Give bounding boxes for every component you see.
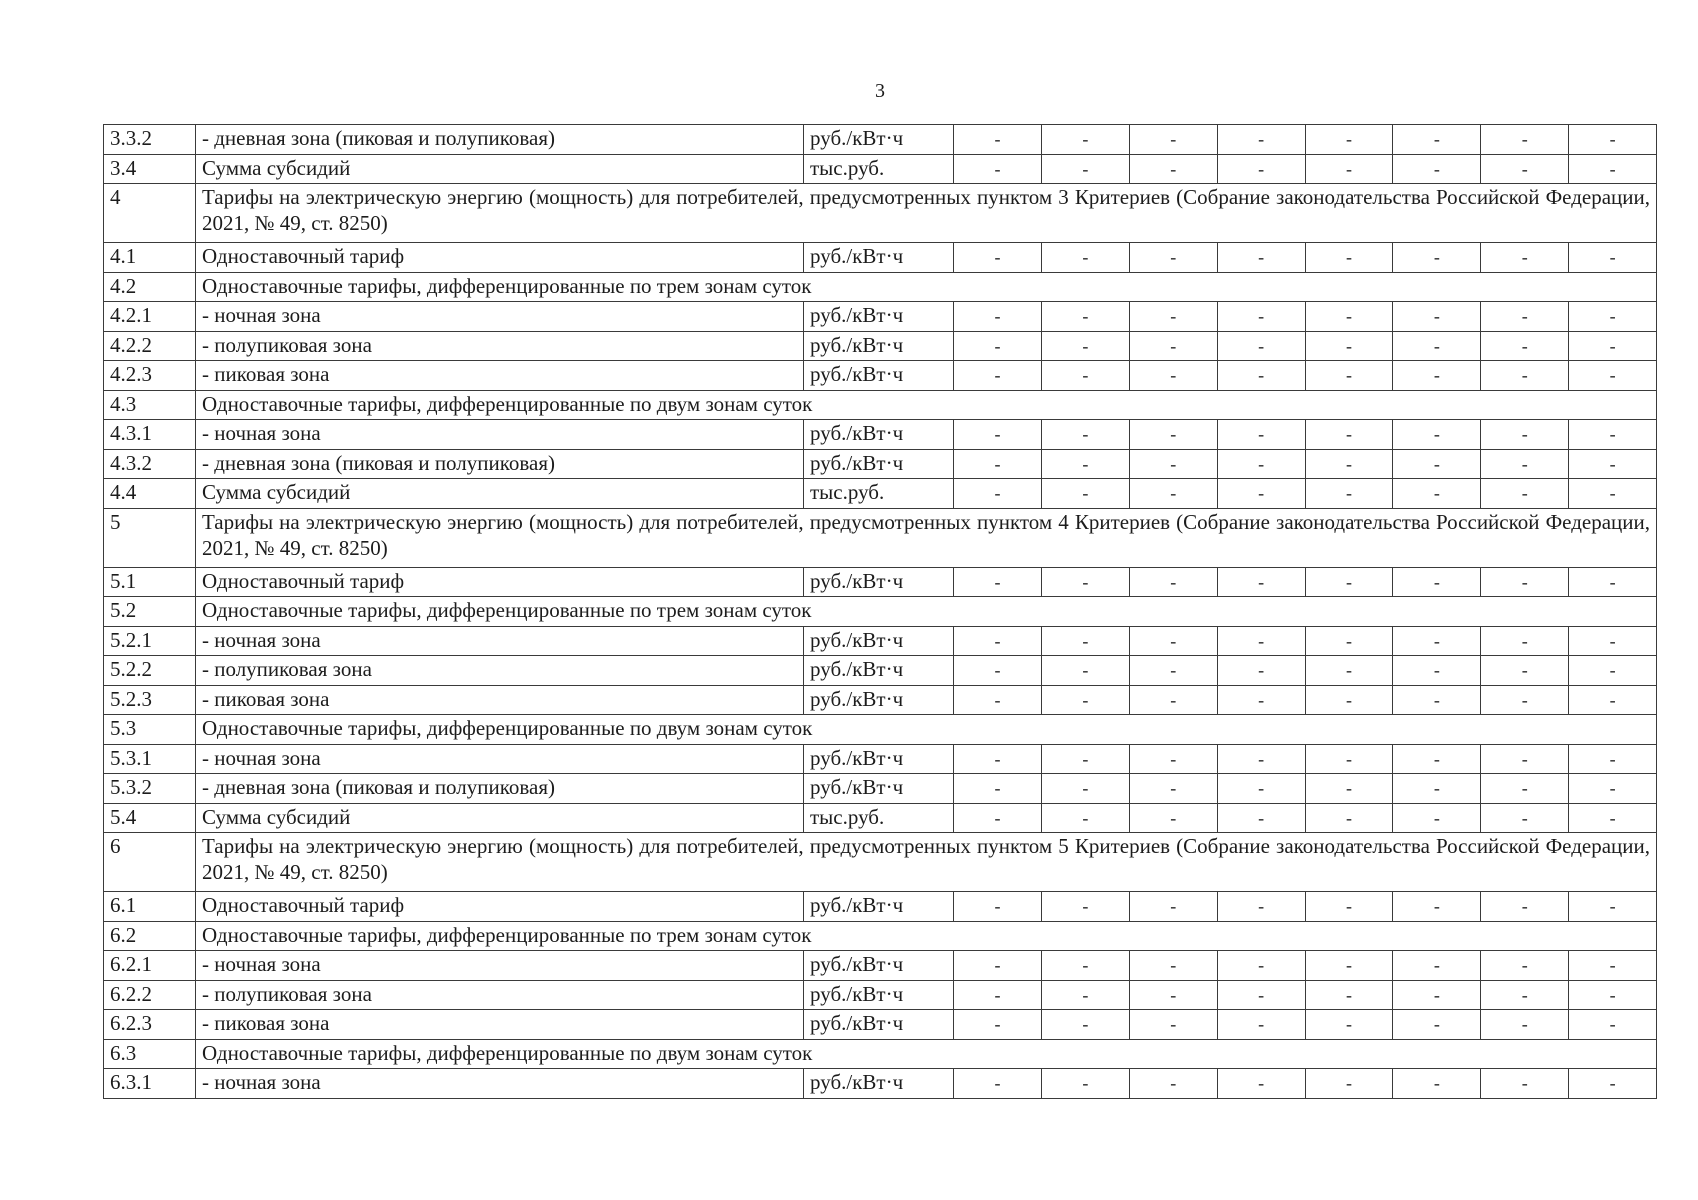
- table-row: [104, 1069, 1657, 1099]
- value-cell: -: [954, 331, 1042, 361]
- row-unit: руб./кВт·ч: [804, 125, 954, 155]
- value-cell: -: [1041, 951, 1129, 981]
- row-name: - полупиковая зона: [196, 331, 804, 361]
- group-title: Одноставочные тарифы, дифференцированные по трем зонам суток: [196, 272, 1657, 302]
- value-cell: -: [1305, 803, 1393, 833]
- value-cell: -: [954, 479, 1042, 509]
- value-cell: -: [1393, 656, 1481, 686]
- value-cell: -: [954, 1069, 1042, 1099]
- value-cell: -: [1569, 980, 1657, 1010]
- value-cell: -: [1481, 567, 1569, 597]
- row-unit: руб./кВт·ч: [804, 243, 954, 273]
- value-cell: -: [1129, 479, 1217, 509]
- section-title: Тарифы на электрическую энергию (мощность) для потребителей, предусмотренных пунктом 3 Критериев (Собрание законодательства Российской Федерации, 2021, № 49, ст. 8250): [196, 184, 1657, 243]
- value-cell: -: [1569, 420, 1657, 450]
- value-cell: -: [1393, 1069, 1481, 1099]
- row-name: - полупиковая зона: [196, 980, 804, 1010]
- value-cell: -: [1217, 567, 1305, 597]
- table-row: [104, 744, 1657, 774]
- value-cell: -: [1305, 685, 1393, 715]
- value-cell: -: [1217, 744, 1305, 774]
- value-cell: -: [954, 744, 1042, 774]
- row-unit: руб./кВт·ч: [804, 656, 954, 686]
- value-cell: -: [1481, 420, 1569, 450]
- value-cell: -: [1393, 420, 1481, 450]
- value-cell: -: [1569, 685, 1657, 715]
- row-number: 6.2.3: [104, 1010, 196, 1040]
- value-cell: -: [954, 449, 1042, 479]
- value-cell: -: [1481, 656, 1569, 686]
- value-cell: -: [1041, 744, 1129, 774]
- row-number: 5.3.1: [104, 744, 196, 774]
- value-cell: -: [1305, 420, 1393, 450]
- value-cell: -: [1129, 892, 1217, 922]
- value-cell: -: [1481, 951, 1569, 981]
- value-cell: -: [1305, 980, 1393, 1010]
- value-cell: -: [1481, 154, 1569, 184]
- value-cell: -: [1393, 449, 1481, 479]
- value-cell: -: [954, 361, 1042, 391]
- value-cell: -: [954, 656, 1042, 686]
- row-unit: тыс.руб.: [804, 154, 954, 184]
- value-cell: -: [1305, 154, 1393, 184]
- value-cell: -: [1129, 1010, 1217, 1040]
- value-cell: -: [954, 154, 1042, 184]
- page-number: 3: [875, 80, 885, 102]
- value-cell: -: [1393, 567, 1481, 597]
- value-cell: -: [1217, 1010, 1305, 1040]
- tariff-table: [103, 124, 1657, 1099]
- value-cell: -: [1129, 420, 1217, 450]
- value-cell: -: [1217, 656, 1305, 686]
- row-name: - ночная зона: [196, 951, 804, 981]
- value-cell: -: [1305, 1069, 1393, 1099]
- row-unit: тыс.руб.: [804, 803, 954, 833]
- row-number: 4.2.1: [104, 302, 196, 332]
- value-cell: -: [1217, 1069, 1305, 1099]
- row-name: - дневная зона (пиковая и полупиковая): [196, 449, 804, 479]
- row-name: - ночная зона: [196, 626, 804, 656]
- group-title: Одноставочные тарифы, дифференцированные по двум зонам суток: [196, 1039, 1657, 1069]
- value-cell: -: [1305, 892, 1393, 922]
- row-unit: руб./кВт·ч: [804, 685, 954, 715]
- table-row: [104, 656, 1657, 686]
- group-row: [104, 715, 1657, 745]
- value-cell: -: [1129, 951, 1217, 981]
- value-cell: -: [954, 951, 1042, 981]
- value-cell: -: [1217, 803, 1305, 833]
- value-cell: -: [1305, 125, 1393, 155]
- value-cell: -: [1217, 420, 1305, 450]
- value-cell: -: [1569, 567, 1657, 597]
- row-unit: руб./кВт·ч: [804, 567, 954, 597]
- value-cell: -: [954, 626, 1042, 656]
- group-row: [104, 597, 1657, 627]
- value-cell: -: [1041, 980, 1129, 1010]
- value-cell: -: [1305, 626, 1393, 656]
- value-cell: -: [954, 125, 1042, 155]
- table-row: [104, 980, 1657, 1010]
- row-number: 4.2.2: [104, 331, 196, 361]
- row-name: Сумма субсидий: [196, 154, 804, 184]
- row-name: - дневная зона (пиковая и полупиковая): [196, 774, 804, 804]
- value-cell: -: [1041, 361, 1129, 391]
- value-cell: -: [1393, 744, 1481, 774]
- value-cell: -: [1129, 154, 1217, 184]
- value-cell: -: [1305, 951, 1393, 981]
- value-cell: -: [1481, 479, 1569, 509]
- value-cell: -: [1481, 803, 1569, 833]
- group-title: Одноставочные тарифы, дифференцированные по трем зонам суток: [196, 597, 1657, 627]
- value-cell: -: [1569, 331, 1657, 361]
- row-name: - дневная зона (пиковая и полупиковая): [196, 125, 804, 155]
- table-row: [104, 449, 1657, 479]
- value-cell: -: [1569, 1069, 1657, 1099]
- value-cell: -: [1305, 302, 1393, 332]
- value-cell: -: [1217, 980, 1305, 1010]
- value-cell: -: [1481, 980, 1569, 1010]
- section-row: [104, 508, 1657, 567]
- row-name: - ночная зона: [196, 420, 804, 450]
- value-cell: -: [1481, 685, 1569, 715]
- value-cell: -: [1393, 803, 1481, 833]
- row-number: 5.3: [104, 715, 196, 745]
- value-cell: -: [1041, 567, 1129, 597]
- value-cell: -: [1481, 302, 1569, 332]
- value-cell: -: [1041, 892, 1129, 922]
- value-cell: -: [1129, 685, 1217, 715]
- value-cell: -: [1569, 1010, 1657, 1040]
- value-cell: -: [1305, 243, 1393, 273]
- row-number: 6.1: [104, 892, 196, 922]
- row-number: 6.2.1: [104, 951, 196, 981]
- row-unit: тыс.руб.: [804, 479, 954, 509]
- value-cell: -: [1569, 744, 1657, 774]
- value-cell: -: [1305, 567, 1393, 597]
- value-cell: -: [1041, 685, 1129, 715]
- value-cell: -: [1217, 479, 1305, 509]
- section-row: [104, 184, 1657, 243]
- value-cell: -: [1041, 479, 1129, 509]
- row-number: 4.2.3: [104, 361, 196, 391]
- value-cell: -: [1393, 685, 1481, 715]
- value-cell: -: [1041, 331, 1129, 361]
- row-number: 4.2: [104, 272, 196, 302]
- row-name: - ночная зона: [196, 1069, 804, 1099]
- table-row: [104, 626, 1657, 656]
- value-cell: -: [1129, 803, 1217, 833]
- value-cell: -: [1305, 449, 1393, 479]
- value-cell: -: [1569, 125, 1657, 155]
- value-cell: -: [1217, 361, 1305, 391]
- table-row: [104, 154, 1657, 184]
- value-cell: -: [1217, 331, 1305, 361]
- group-title: Одноставочные тарифы, дифференцированные по двум зонам суток: [196, 390, 1657, 420]
- row-number: 4.1: [104, 243, 196, 273]
- value-cell: -: [954, 685, 1042, 715]
- value-cell: -: [1041, 420, 1129, 450]
- row-unit: руб./кВт·ч: [804, 420, 954, 450]
- value-cell: -: [1569, 892, 1657, 922]
- value-cell: -: [1129, 331, 1217, 361]
- row-unit: руб./кВт·ч: [804, 331, 954, 361]
- value-cell: -: [1481, 331, 1569, 361]
- table-row: [104, 951, 1657, 981]
- row-number: 4.4: [104, 479, 196, 509]
- value-cell: -: [1393, 951, 1481, 981]
- value-cell: -: [1217, 449, 1305, 479]
- value-cell: -: [1393, 479, 1481, 509]
- value-cell: -: [954, 803, 1042, 833]
- group-row: [104, 272, 1657, 302]
- value-cell: -: [1305, 774, 1393, 804]
- row-number: 6.2.2: [104, 980, 196, 1010]
- table-row: [104, 125, 1657, 155]
- value-cell: -: [1217, 125, 1305, 155]
- row-unit: руб./кВт·ч: [804, 744, 954, 774]
- row-number: 4.3: [104, 390, 196, 420]
- row-unit: руб./кВт·ч: [804, 361, 954, 391]
- value-cell: -: [1481, 243, 1569, 273]
- value-cell: -: [1393, 331, 1481, 361]
- value-cell: -: [1393, 1010, 1481, 1040]
- value-cell: -: [1129, 449, 1217, 479]
- row-name: Сумма субсидий: [196, 479, 804, 509]
- value-cell: -: [1305, 1010, 1393, 1040]
- group-row: [104, 1039, 1657, 1069]
- value-cell: -: [1129, 980, 1217, 1010]
- value-cell: -: [1217, 154, 1305, 184]
- value-cell: -: [1129, 567, 1217, 597]
- section-title: Тарифы на электрическую энергию (мощность) для потребителей, предусмотренных пунктом 4 Критериев (Собрание законодательства Российской Федерации, 2021, № 49, ст. 8250): [196, 508, 1657, 567]
- row-name: - пиковая зона: [196, 361, 804, 391]
- table-row: [104, 803, 1657, 833]
- table-row: [104, 479, 1657, 509]
- row-number: 5.2.2: [104, 656, 196, 686]
- value-cell: -: [1393, 892, 1481, 922]
- table-row: [104, 685, 1657, 715]
- value-cell: -: [954, 302, 1042, 332]
- row-number: 5: [104, 508, 196, 567]
- group-row: [104, 921, 1657, 951]
- value-cell: -: [1569, 951, 1657, 981]
- value-cell: -: [1217, 774, 1305, 804]
- value-cell: -: [954, 1010, 1042, 1040]
- value-cell: -: [954, 980, 1042, 1010]
- group-title: Одноставочные тарифы, дифференцированные по двум зонам суток: [196, 715, 1657, 745]
- row-number: 6.2: [104, 921, 196, 951]
- value-cell: -: [1217, 892, 1305, 922]
- value-cell: -: [1481, 1069, 1569, 1099]
- value-cell: -: [1393, 361, 1481, 391]
- value-cell: -: [1393, 774, 1481, 804]
- row-unit: руб./кВт·ч: [804, 951, 954, 981]
- table-row: [104, 567, 1657, 597]
- value-cell: -: [1569, 774, 1657, 804]
- row-unit: руб./кВт·ч: [804, 302, 954, 332]
- value-cell: -: [1217, 626, 1305, 656]
- value-cell: -: [1129, 774, 1217, 804]
- table-row: [104, 774, 1657, 804]
- value-cell: -: [1481, 449, 1569, 479]
- row-name: - ночная зона: [196, 302, 804, 332]
- row-unit: руб./кВт·ч: [804, 626, 954, 656]
- row-number: 4.3.2: [104, 449, 196, 479]
- value-cell: -: [1217, 243, 1305, 273]
- value-cell: -: [1481, 125, 1569, 155]
- value-cell: -: [954, 892, 1042, 922]
- row-number: 6: [104, 833, 196, 892]
- row-number: 5.1: [104, 567, 196, 597]
- value-cell: -: [1217, 302, 1305, 332]
- row-number: 5.2.1: [104, 626, 196, 656]
- value-cell: -: [1129, 1069, 1217, 1099]
- value-cell: -: [1041, 626, 1129, 656]
- value-cell: -: [954, 243, 1042, 273]
- row-unit: руб./кВт·ч: [804, 449, 954, 479]
- table-row: [104, 1010, 1657, 1040]
- value-cell: -: [1569, 361, 1657, 391]
- value-cell: -: [1217, 685, 1305, 715]
- value-cell: -: [1041, 449, 1129, 479]
- value-cell: -: [1393, 626, 1481, 656]
- value-cell: -: [1305, 361, 1393, 391]
- value-cell: -: [1569, 479, 1657, 509]
- value-cell: -: [1393, 125, 1481, 155]
- value-cell: -: [1569, 154, 1657, 184]
- value-cell: -: [1041, 154, 1129, 184]
- section-row: [104, 833, 1657, 892]
- value-cell: -: [1129, 125, 1217, 155]
- value-cell: -: [1305, 331, 1393, 361]
- value-cell: -: [954, 774, 1042, 804]
- value-cell: -: [1129, 243, 1217, 273]
- value-cell: -: [1129, 302, 1217, 332]
- row-unit: руб./кВт·ч: [804, 1069, 954, 1099]
- value-cell: -: [1569, 243, 1657, 273]
- value-cell: -: [1481, 626, 1569, 656]
- value-cell: -: [1305, 744, 1393, 774]
- group-title: Одноставочные тарифы, дифференцированные по трем зонам суток: [196, 921, 1657, 951]
- value-cell: -: [1041, 1010, 1129, 1040]
- value-cell: -: [1041, 125, 1129, 155]
- row-name: - пиковая зона: [196, 685, 804, 715]
- row-unit: руб./кВт·ч: [804, 774, 954, 804]
- table-row: [104, 243, 1657, 273]
- table-row: [104, 420, 1657, 450]
- row-number: 4: [104, 184, 196, 243]
- row-number: 3.3.2: [104, 125, 196, 155]
- value-cell: -: [1041, 243, 1129, 273]
- value-cell: -: [1393, 243, 1481, 273]
- table-row: [104, 361, 1657, 391]
- row-unit: руб./кВт·ч: [804, 980, 954, 1010]
- value-cell: -: [1129, 626, 1217, 656]
- value-cell: -: [1129, 361, 1217, 391]
- row-name: Одноставочный тариф: [196, 243, 804, 273]
- value-cell: -: [1569, 449, 1657, 479]
- value-cell: -: [1041, 803, 1129, 833]
- value-cell: -: [1393, 980, 1481, 1010]
- value-cell: -: [1041, 302, 1129, 332]
- table-row: [104, 892, 1657, 922]
- row-name: Сумма субсидий: [196, 803, 804, 833]
- row-name: Одноставочный тариф: [196, 567, 804, 597]
- value-cell: -: [1481, 774, 1569, 804]
- value-cell: -: [1569, 626, 1657, 656]
- row-name: - пиковая зона: [196, 1010, 804, 1040]
- value-cell: -: [1041, 774, 1129, 804]
- row-number: 3.4: [104, 154, 196, 184]
- value-cell: -: [1305, 479, 1393, 509]
- row-number: 6.3.1: [104, 1069, 196, 1099]
- value-cell: -: [1481, 892, 1569, 922]
- row-name: - ночная зона: [196, 744, 804, 774]
- value-cell: -: [954, 420, 1042, 450]
- section-title: Тарифы на электрическую энергию (мощность) для потребителей, предусмотренных пунктом 5 Критериев (Собрание законодательства Российской Федерации, 2021, № 49, ст. 8250): [196, 833, 1657, 892]
- row-number: 6.3: [104, 1039, 196, 1069]
- row-number: 5.3.2: [104, 774, 196, 804]
- value-cell: -: [1041, 1069, 1129, 1099]
- tariff-table-body: [104, 125, 1657, 1099]
- value-cell: -: [1481, 361, 1569, 391]
- row-name: - полупиковая зона: [196, 656, 804, 686]
- table-row: [104, 331, 1657, 361]
- row-number: 4.3.1: [104, 420, 196, 450]
- value-cell: -: [1569, 302, 1657, 332]
- value-cell: -: [1481, 1010, 1569, 1040]
- row-number: 5.4: [104, 803, 196, 833]
- row-number: 5.2.3: [104, 685, 196, 715]
- row-number: 5.2: [104, 597, 196, 627]
- group-row: [104, 390, 1657, 420]
- value-cell: -: [1041, 656, 1129, 686]
- value-cell: -: [1217, 951, 1305, 981]
- value-cell: -: [1129, 656, 1217, 686]
- value-cell: -: [1569, 656, 1657, 686]
- value-cell: -: [1305, 656, 1393, 686]
- value-cell: -: [1481, 744, 1569, 774]
- value-cell: -: [1393, 302, 1481, 332]
- table-row: [104, 302, 1657, 332]
- value-cell: -: [1393, 154, 1481, 184]
- value-cell: -: [1129, 744, 1217, 774]
- row-name: Одноставочный тариф: [196, 892, 804, 922]
- value-cell: -: [1569, 803, 1657, 833]
- row-unit: руб./кВт·ч: [804, 892, 954, 922]
- value-cell: -: [954, 567, 1042, 597]
- row-unit: руб./кВт·ч: [804, 1010, 954, 1040]
